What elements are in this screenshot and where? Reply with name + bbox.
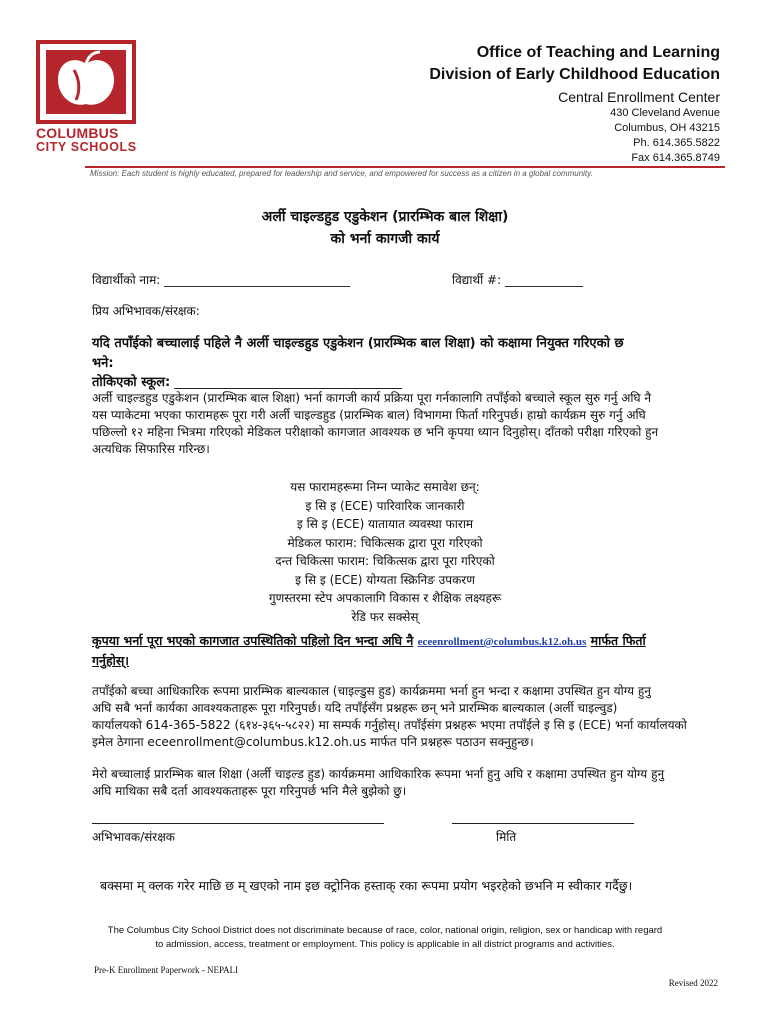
center-name: Central Enrollment Center (558, 89, 720, 105)
division-title: Division of Early Childhood Education (429, 66, 720, 83)
logo-line2: CITY SCHOOLS (36, 140, 137, 154)
intro-line: अत्यधिक सिफारिस गरिन्छ। (92, 442, 210, 456)
esignature-statement: बक्समा म् क्लक गरेर माछि छ म् खएको नाम इछ क्ट्रोनिक हस्ताक् रका रूपमा प्रयोग भइरहेको छभनि म स्वीकार गर्दैछु। (100, 878, 633, 893)
date-label: मिति (496, 830, 517, 844)
letterhead (300, 42, 720, 166)
document-subtitle: को भर्ना कागजी कार्य (330, 231, 440, 247)
student-name-field[interactable]: विद्यार्थीको नाम: _______________________________ (92, 273, 351, 287)
fax-number: Fax 614.365.8749 (631, 152, 720, 164)
mission-statement: Mission: Each student is highly educated, prepared for leadership and service, and empowered for success as a citizen in a global community. (90, 169, 593, 178)
logo-wordmark (36, 126, 146, 154)
address-line2: Columbus, OH 43215 (614, 122, 720, 134)
list-item: यस फारामहरूमा निम्न प्याकेट समावेश छन्: (290, 480, 480, 494)
list-item: रेडि फर सक्सेस् (351, 609, 419, 624)
parent-signature-label: अभिभावक/संरक्षक (92, 830, 176, 844)
eligibility-paragraph (92, 683, 702, 751)
logo-line1: COLUMBUS (36, 125, 119, 141)
intro-line: अर्ली चाइल्डहुड एडुकेशन (प्रारम्भिक बाल शिक्षा) भर्ना कागजी कार्य प्रक्रिया पूरा गर्नकालागि तपाँईको बच्चाले स्कूल सुरु गर्नु अघि नै (92, 391, 652, 405)
salutation: प्रिय अभिभावक/संरक्षक: (92, 304, 200, 318)
student-number-field[interactable]: विद्यार्थी #: _____________ (452, 273, 583, 287)
apple-logo-icon (36, 40, 136, 124)
eligibility-line: इमेल ठेगाना eceenrollment@columbus.k12.oh.us मार्फत पनि प्रश्नहरू पठाउन सक्नुहुन्छ। (92, 735, 534, 749)
return-instructions-line2: गर्नुहोस्। (92, 653, 130, 668)
eligibility-line: कार्यालयको 614-365-5822 (६१४-३६५-५८२२) मा सम्पर्क गर्नुहोस्। तपाँईसंग प्रश्नहरू भएमा तपाँईले इ सि इ (ECE) भर्ना कार्यालयको (92, 718, 687, 732)
list-item: इ सि इ (ECE) पारिवारिक जानकारी (305, 498, 465, 513)
list-item: गुणस्तरमा स्टेप अपकालागि विकास र शैक्षिक लक्ष्यहरू (268, 591, 502, 605)
assigned-school-row (92, 372, 402, 390)
packet-list (0, 478, 770, 626)
parent-signature-line[interactable] (92, 823, 384, 824)
date-signature-line[interactable] (452, 823, 634, 824)
address-line1: 430 Cleveland Avenue (610, 107, 720, 119)
columbus-city-schools-logo (36, 40, 136, 158)
acknowledgement-line: मेरो बच्चालाई प्रारम्भिक बाल शिक्षा (अर्ली चाइल्ड हुड) कार्यक्रममा आधिकारिक रूपमा भर्ना हुनु अघि र कक्षामा उपस्थित हुन योग्य हुनु (92, 767, 665, 781)
nondiscrimination-line1: The Columbus City School District does not discriminate because of race, color, national origin, religion, sex or handicap with regard (107, 925, 663, 936)
footer-revision: Revised 2022 (668, 978, 718, 988)
return-instructions-line1 (92, 632, 646, 649)
assigned-question-line2: भने: (92, 356, 114, 371)
nondiscrimination-line2: to admission, access, treatment or employment. This policy is applicable in all district programs and activities. (155, 939, 615, 950)
phone-number: Ph. 614.365.5822 (633, 137, 720, 149)
header-divider (85, 166, 725, 168)
return-text: कृपया भर्ना पूरा भएको कागजात उपस्थितिको पहिलो दिन भन्दा अघि नै (92, 633, 414, 648)
intro-line: पछिल्लो १२ महिना भित्रमा गरिएको मेडिकल परीक्षाको कागजात आवश्यक छ भनि कृपया ध्यान दिनुहोस्। दाँतको परीक्षा गरिएको हुन (92, 425, 659, 439)
document-title: अर्ली चाइल्डहुड एडुकेशन (प्रारम्भिक बाल शिक्षा) (261, 209, 509, 225)
list-item: इ सि इ (ECE) यातायात व्यवस्था फाराम (296, 517, 474, 531)
return-text-end: मार्फत फिर्ता (590, 633, 646, 648)
acknowledgement-paragraph (92, 766, 702, 800)
enrollment-email-link[interactable]: eceenrollment@columbus.k12.oh.us (417, 636, 587, 648)
assigned-school-label: तोकिएको स्कूल: (92, 375, 171, 390)
intro-line: यस प्याकेटमा भएका फारामहरू पूरा गरी अर्ली चाइल्डहुड (प्रारम्भिक बाल) विभागमा फिर्ता गरिनुपर्छ। हाम्रो कार्यक्रम सुरु गर्नु अघि (92, 408, 646, 422)
list-item: इ सि इ (ECE) योग्यता स्क्रिनिङ उपकरण (295, 572, 475, 587)
list-item: दन्त चिकित्सा फाराम: चिकित्सक द्वारा पूरा गरिएको (275, 554, 495, 568)
eligibility-line: अघि सबै भर्ना कार्यका आवश्यकताहरू पूरा गरिनुपर्छ। यदि तपाँईसँग प्रश्नहरू छन् भने प्रारम्भिक बाल्यकाल (अर्ली चाइल्वुड) (92, 701, 618, 715)
intro-paragraph (92, 390, 702, 458)
footer-document-name: Pre-K Enrollment Paperwork - NEPALI (94, 965, 239, 975)
assigned-question-line1: यदि तपाँईको बच्चालाई पहिले नै अर्ली चाइल्डहुड एडुकेशन (प्रारम्भिक बाल शिक्षा) को कक्षामा नियुक्त गरिएको छ (92, 336, 624, 351)
office-title: Office of Teaching and Learning (476, 44, 720, 61)
eligibility-line: तपाँईको बच्चा आधिकारिक रूपमा प्रारम्भिक बाल्यकाल (चाइल्डुस हुड) कार्यक्रममा भर्ना हुन भन्दा र कक्षामा उपस्थित हुन योग्य हुनु (92, 684, 651, 698)
list-item: मेडिकल फाराम: चिकित्सक द्वारा पूरा गरिएको (287, 535, 483, 550)
acknowledgement-line: अघि माथिका सबै दर्ता आवश्यकताहरू पूरा गरिनुपर्छ भनि मैले बुझेको छु। (92, 784, 407, 798)
assigned-school-field[interactable]: ___________________________________ (170, 375, 402, 390)
